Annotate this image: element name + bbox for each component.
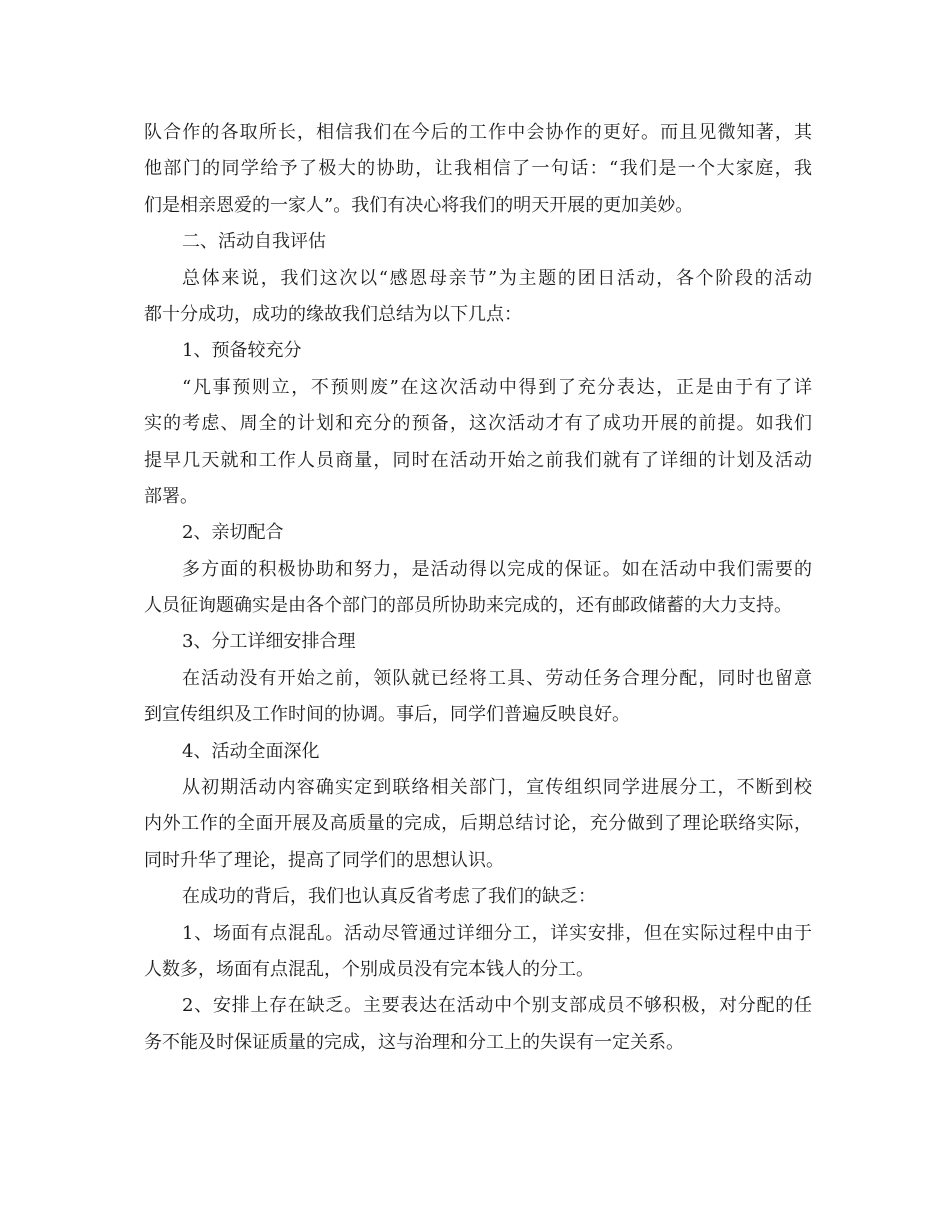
section-heading: 二、活动自我评估	[182, 231, 326, 253]
text-line: 实的考虑、周全的计划和充分的预备，这次活动才有了成功开展的前提。如我们	[144, 413, 812, 435]
subsection-heading: 4、活动全面深化	[182, 740, 320, 762]
text-line: 都十分成功，成功的缘故我们总结为以下几点：	[144, 303, 522, 325]
text-line: “凡事预则立，不预则废”在这次活动中得到了充分表达，正是由于有了详	[182, 376, 812, 398]
text-line: 2、安排上存在缺乏。主要表达在活动中个别支部成员不够积极，对分配的任	[182, 995, 812, 1017]
text-line: 到宣传组织及工作时间的协调。事后，同学们普遍反映良好。	[144, 704, 630, 726]
text-line: 内外工作的全面开展及高质量的完成，后期总结讨论，充分做到了理论联络实际，	[144, 813, 812, 835]
text-line: 1、场面有点混乱。活动尽管通过详细分工，详实安排，但在实际过程中由于	[182, 922, 812, 944]
text-line: 同时升华了理论，提高了同学们的思想认识。	[144, 849, 504, 871]
text-line: 在活动没有开始之前，领队就已经将工具、劳动任务合理分配，同时也留意	[182, 667, 812, 689]
text-line: 们是相亲恩爱的一家人”。我们有决心将我们的明天开展的更加美妙。	[144, 194, 694, 216]
text-line: 在成功的背后，我们也认真反省考虑了我们的缺乏：	[182, 886, 596, 908]
text-line: 部署。	[144, 485, 198, 507]
text-line: 提早几天就和工作人员商量，同时在活动开始之前我们就有了详细的计划及活动	[144, 449, 812, 471]
text-line: 从初期活动内容确实定到联络相关部门，宣传组织同学进展分工，不断到校	[182, 777, 812, 799]
text-line: 他部门的同学给予了极大的协助，让我相信了一句话：“我们是一个大家庭，我	[144, 158, 812, 180]
text-line: 总体来说，我们这次以“感恩母亲节”为主题的团日活动，各个阶段的活动	[182, 267, 812, 289]
document-body	[144, 115, 812, 1061]
text-line: 人员征询题确实是由各个部门的部员所协助来完成的，还有邮政储蓄的大力支持。	[144, 595, 792, 617]
subsection-heading: 1、预备较充分	[182, 340, 302, 362]
text-line: 多方面的积极协助和努力，是活动得以完成的保证。如在活动中我们需要的	[182, 558, 812, 580]
text-line: 队合作的各取所长，相信我们在今后的工作中会协作的更好。而且见微知著，其	[144, 122, 812, 143]
text-line: 人数多，场面有点混乱，个别成员没有完本钱人的分工。	[144, 958, 594, 980]
subsection-heading: 3、分工详细安排合理	[182, 631, 356, 653]
text-line: 务不能及时保证质量的完成，这与治理和分工上的失误有一定关系。	[144, 1031, 684, 1053]
subsection-heading: 2、亲切配合	[182, 522, 284, 544]
